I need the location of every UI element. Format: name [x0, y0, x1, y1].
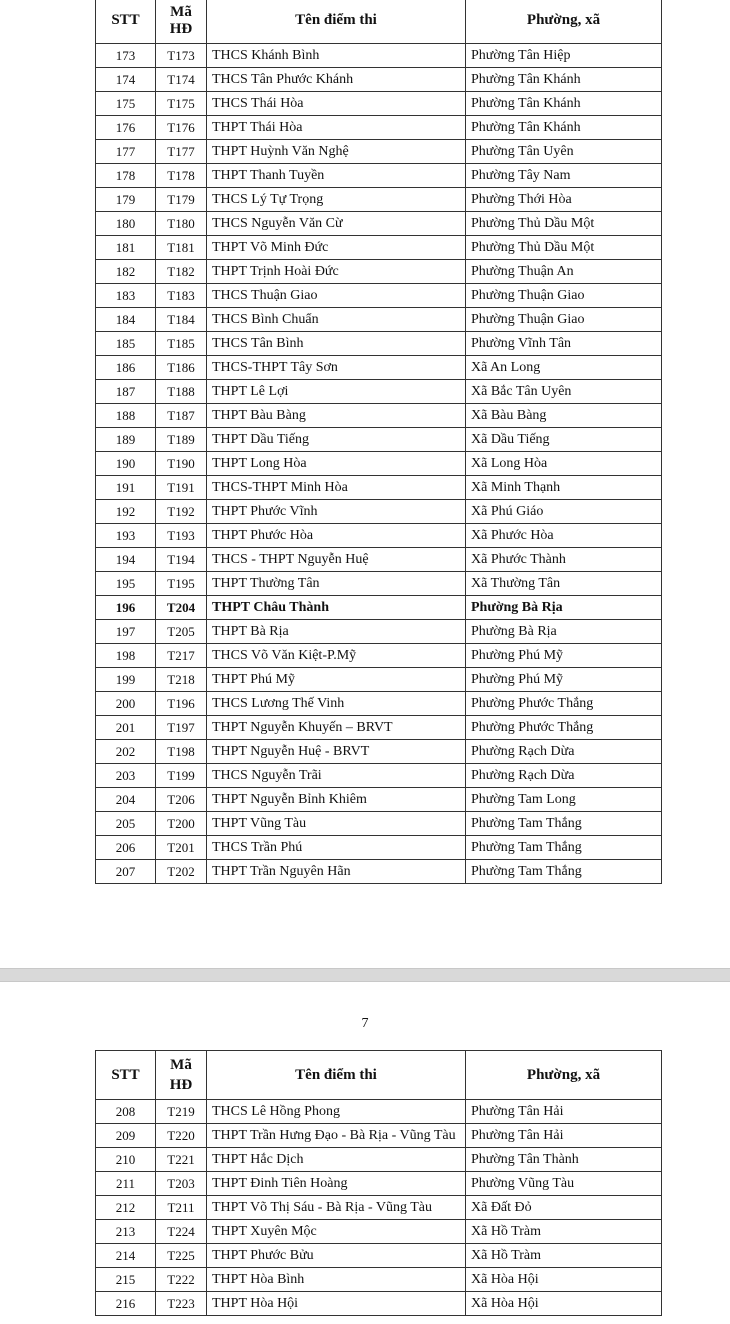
cell-stt: 198 [96, 644, 156, 668]
cell-ten-diem-thi: THPT Nguyễn Huệ - BRVT [207, 740, 466, 764]
cell-ten-diem-thi: THCS Thái Hòa [207, 92, 466, 116]
table-row [96, 92, 662, 116]
cell-ten-diem-thi: THCS Lương Thế Vinh [207, 692, 466, 716]
cell-ma-hd: T201 [156, 836, 207, 860]
cell-phuong-xa: Xã Hồ Tràm [466, 1220, 662, 1244]
cell-stt: 196 [96, 596, 156, 620]
cell-phuong-xa: Phường Tân Hải [466, 1124, 662, 1148]
cell-stt: 202 [96, 740, 156, 764]
cell-ten-diem-thi: THPT Võ Thị Sáu - Bà Rịa - Vũng Tàu [207, 1196, 466, 1220]
cell-stt: 204 [96, 788, 156, 812]
table-row [96, 764, 662, 788]
table-row [96, 596, 662, 620]
header-ma-hd-line1: Mã [170, 4, 192, 20]
table-row [96, 572, 662, 596]
cell-ma-hd: T219 [156, 1100, 207, 1124]
cell-stt: 190 [96, 452, 156, 476]
cell-stt: 173 [96, 44, 156, 68]
cell-phuong-xa: Phường Vũng Tàu [466, 1172, 662, 1196]
cell-ten-diem-thi: THPT Hòa Bình [207, 1268, 466, 1292]
cell-ma-hd: T197 [156, 716, 207, 740]
table-row [96, 668, 662, 692]
cell-ten-diem-thi: THPT Bàu Bàng [207, 404, 466, 428]
cell-ma-hd: T174 [156, 68, 207, 92]
cell-ma-hd: T180 [156, 212, 207, 236]
cell-phuong-xa: Phường Tam Thắng [466, 812, 662, 836]
table-row [96, 860, 662, 884]
cell-ma-hd: T218 [156, 668, 207, 692]
cell-ten-diem-thi: THPT Vũng Tàu [207, 812, 466, 836]
cell-ten-diem-thi: THCS-THPT Minh Hòa [207, 476, 466, 500]
header-ten-diem-thi: Tên điểm thi [207, 1051, 466, 1100]
cell-ma-hd: T224 [156, 1220, 207, 1244]
cell-ten-diem-thi: THPT Trần Hưng Đạo - Bà Rịa - Vũng Tàu [207, 1124, 466, 1148]
page-number: 7 [361, 1016, 369, 1031]
cell-phuong-xa: Phường Thủ Dầu Một [466, 212, 662, 236]
cell-ten-diem-thi: THCS - THPT Nguyễn Huệ [207, 548, 466, 572]
cell-phuong-xa: Phường Tam Thắng [466, 860, 662, 884]
table-row [96, 116, 662, 140]
cell-phuong-xa: Phường Thuận Giao [466, 308, 662, 332]
table-row [96, 1172, 662, 1196]
cell-phuong-xa: Phường Phước Thắng [466, 692, 662, 716]
table-row [96, 500, 662, 524]
cell-phuong-xa: Phường Tam Thắng [466, 836, 662, 860]
header-ten-diem-thi: Tên điểm thi [207, 0, 466, 44]
table-row [96, 404, 662, 428]
cell-ten-diem-thi: THCS Lý Tự Trọng [207, 188, 466, 212]
cell-ma-hd: T182 [156, 260, 207, 284]
table-row [96, 1148, 662, 1172]
cell-ma-hd: T179 [156, 188, 207, 212]
page-separator [0, 968, 730, 982]
table-row [96, 716, 662, 740]
cell-ten-diem-thi: THPT Thái Hòa [207, 116, 466, 140]
exam-sites-table-bottom [95, 1050, 662, 1316]
cell-ma-hd: T221 [156, 1148, 207, 1172]
cell-ma-hd: T195 [156, 572, 207, 596]
table-header-row [96, 0, 662, 44]
cell-ma-hd: T181 [156, 236, 207, 260]
header-ma-hd-line2: HĐ [169, 21, 193, 37]
cell-stt: 210 [96, 1148, 156, 1172]
cell-phuong-xa: Xã An Long [466, 356, 662, 380]
cell-ten-diem-thi: THPT Phước Vĩnh [207, 500, 466, 524]
cell-phuong-xa: Phường Tam Long [466, 788, 662, 812]
cell-stt: 209 [96, 1124, 156, 1148]
cell-phuong-xa: Phường Tân Khánh [466, 116, 662, 140]
cell-ma-hd: T175 [156, 92, 207, 116]
exam-sites-table-top [95, 0, 662, 884]
cell-stt: 195 [96, 572, 156, 596]
table-row [96, 260, 662, 284]
header-ma-hd [156, 0, 207, 44]
cell-stt: 182 [96, 260, 156, 284]
cell-stt: 177 [96, 140, 156, 164]
cell-stt: 211 [96, 1172, 156, 1196]
cell-ma-hd: T191 [156, 476, 207, 500]
cell-phuong-xa: Phường Tân Hải [466, 1100, 662, 1124]
table-row [96, 1292, 662, 1316]
cell-ma-hd: T211 [156, 1196, 207, 1220]
cell-ma-hd: T225 [156, 1244, 207, 1268]
cell-ma-hd: T223 [156, 1292, 207, 1316]
cell-ma-hd: T183 [156, 284, 207, 308]
cell-ten-diem-thi: THPT Phú Mỹ [207, 668, 466, 692]
cell-stt: 197 [96, 620, 156, 644]
cell-phuong-xa: Xã Phú Giáo [466, 500, 662, 524]
table-row [96, 644, 662, 668]
cell-stt: 188 [96, 404, 156, 428]
cell-phuong-xa: Phường Thuận Giao [466, 284, 662, 308]
cell-ten-diem-thi: THPT Nguyễn Bỉnh Khiêm [207, 788, 466, 812]
cell-ma-hd: T202 [156, 860, 207, 884]
table-header-row [96, 1051, 662, 1100]
cell-stt: 216 [96, 1292, 156, 1316]
cell-ma-hd: T192 [156, 500, 207, 524]
cell-ten-diem-thi: THPT Lê Lợi [207, 380, 466, 404]
cell-ten-diem-thi: THCS Bình Chuẩn [207, 308, 466, 332]
cell-ten-diem-thi: THPT Xuyên Mộc [207, 1220, 466, 1244]
cell-phuong-xa: Xã Đất Đỏ [466, 1196, 662, 1220]
cell-phuong-xa: Xã Bàu Bàng [466, 404, 662, 428]
cell-ma-hd: T187 [156, 404, 207, 428]
cell-phuong-xa: Xã Dầu Tiếng [466, 428, 662, 452]
cell-phuong-xa: Phường Phú Mỹ [466, 668, 662, 692]
cell-stt: 179 [96, 188, 156, 212]
cell-ma-hd: T173 [156, 44, 207, 68]
cell-stt: 192 [96, 500, 156, 524]
cell-stt: 215 [96, 1268, 156, 1292]
cell-stt: 185 [96, 332, 156, 356]
cell-ten-diem-thi: THCS Nguyễn Trãi [207, 764, 466, 788]
cell-stt: 181 [96, 236, 156, 260]
cell-ten-diem-thi: THPT Võ Minh Đức [207, 236, 466, 260]
cell-stt: 212 [96, 1196, 156, 1220]
cell-ten-diem-thi: THPT Huỳnh Văn Nghệ [207, 140, 466, 164]
cell-phuong-xa: Phường Tân Thành [466, 1148, 662, 1172]
cell-stt: 189 [96, 428, 156, 452]
cell-ma-hd: T193 [156, 524, 207, 548]
cell-ten-diem-thi: THPT Phước Hòa [207, 524, 466, 548]
cell-ten-diem-thi: THCS Lê Hồng Phong [207, 1100, 466, 1124]
cell-ten-diem-thi: THPT Thanh Tuyền [207, 164, 466, 188]
table-row [96, 1196, 662, 1220]
table-row [96, 284, 662, 308]
table-row [96, 356, 662, 380]
cell-stt: 174 [96, 68, 156, 92]
cell-phuong-xa: Phường Rạch Dừa [466, 740, 662, 764]
cell-stt: 206 [96, 836, 156, 860]
table-row [96, 1268, 662, 1292]
cell-stt: 214 [96, 1244, 156, 1268]
cell-phuong-xa: Xã Phước Thành [466, 548, 662, 572]
cell-phuong-xa: Phường Thới Hòa [466, 188, 662, 212]
table-row [96, 212, 662, 236]
cell-stt: 203 [96, 764, 156, 788]
cell-ma-hd: T217 [156, 644, 207, 668]
cell-ten-diem-thi: THPT Trịnh Hoài Đức [207, 260, 466, 284]
cell-stt: 194 [96, 548, 156, 572]
cell-ten-diem-thi: THPT Dầu Tiếng [207, 428, 466, 452]
table-row [96, 1124, 662, 1148]
cell-phuong-xa: Phường Tân Khánh [466, 92, 662, 116]
cell-phuong-xa: Xã Hòa Hội [466, 1268, 662, 1292]
cell-phuong-xa: Phường Rạch Dừa [466, 764, 662, 788]
cell-phuong-xa: Xã Long Hòa [466, 452, 662, 476]
table-row [96, 1100, 662, 1124]
cell-phuong-xa: Xã Minh Thạnh [466, 476, 662, 500]
table-row [96, 140, 662, 164]
cell-ma-hd: T176 [156, 116, 207, 140]
table-row [96, 68, 662, 92]
table-row [96, 332, 662, 356]
cell-ten-diem-thi: THPT Đinh Tiên Hoàng [207, 1172, 466, 1196]
cell-ten-diem-thi: THPT Hắc Dịch [207, 1148, 466, 1172]
cell-ten-diem-thi: THPT Bà Rịa [207, 620, 466, 644]
cell-phuong-xa: Phường Thủ Dầu Một [466, 236, 662, 260]
cell-stt: 208 [96, 1100, 156, 1124]
table-row [96, 452, 662, 476]
cell-phuong-xa: Phường Bà Rịa [466, 596, 662, 620]
table-row [96, 548, 662, 572]
table-row [96, 692, 662, 716]
cell-ten-diem-thi: THPT Trần Nguyên Hãn [207, 860, 466, 884]
cell-ten-diem-thi: THPT Thường Tân [207, 572, 466, 596]
header-phuong-xa: Phường, xã [466, 0, 662, 44]
cell-ten-diem-thi: THPT Hòa Hội [207, 1292, 466, 1316]
cell-ma-hd: T198 [156, 740, 207, 764]
cell-stt: 193 [96, 524, 156, 548]
table-row [96, 44, 662, 68]
cell-phuong-xa: Phường Phú Mỹ [466, 644, 662, 668]
cell-ten-diem-thi: THPT Nguyễn Khuyến – BRVT [207, 716, 466, 740]
cell-ma-hd: T200 [156, 812, 207, 836]
cell-stt: 175 [96, 92, 156, 116]
cell-ma-hd: T199 [156, 764, 207, 788]
cell-ma-hd: T178 [156, 164, 207, 188]
table-row [96, 236, 662, 260]
cell-phuong-xa: Xã Bắc Tân Uyên [466, 380, 662, 404]
cell-phuong-xa: Phường Tân Hiệp [466, 44, 662, 68]
cell-stt: 201 [96, 716, 156, 740]
cell-phuong-xa: Xã Hồ Tràm [466, 1244, 662, 1268]
cell-stt: 205 [96, 812, 156, 836]
table-row [96, 164, 662, 188]
cell-ma-hd: T203 [156, 1172, 207, 1196]
cell-ten-diem-thi: THCS Võ Văn Kiệt-P.Mỹ [207, 644, 466, 668]
cell-phuong-xa: Phường Tây Nam [466, 164, 662, 188]
cell-ten-diem-thi: THCS Thuận Giao [207, 284, 466, 308]
table-row [96, 620, 662, 644]
cell-ma-hd: T185 [156, 332, 207, 356]
cell-phuong-xa: Phường Tân Khánh [466, 68, 662, 92]
table-row [96, 308, 662, 332]
cell-ten-diem-thi: THCS Tân Phước Khánh [207, 68, 466, 92]
cell-ma-hd: T222 [156, 1268, 207, 1292]
table-row [96, 188, 662, 212]
table-row [96, 1244, 662, 1268]
table-row [96, 836, 662, 860]
table-row [96, 428, 662, 452]
table-row [96, 740, 662, 764]
header-ma-hd-line2: HĐ [169, 1077, 193, 1093]
cell-stt: 199 [96, 668, 156, 692]
cell-ten-diem-thi: THPT Phước Bửu [207, 1244, 466, 1268]
cell-ten-diem-thi: THCS Nguyễn Văn Cừ [207, 212, 466, 236]
cell-ten-diem-thi: THCS-THPT Tây Sơn [207, 356, 466, 380]
cell-stt: 178 [96, 164, 156, 188]
cell-phuong-xa: Phường Bà Rịa [466, 620, 662, 644]
cell-stt: 213 [96, 1220, 156, 1244]
cell-phuong-xa: Phường Phước Thắng [466, 716, 662, 740]
header-stt: STT [96, 0, 156, 44]
cell-phuong-xa: Phường Vĩnh Tân [466, 332, 662, 356]
cell-ma-hd: T220 [156, 1124, 207, 1148]
cell-stt: 200 [96, 692, 156, 716]
header-stt: STT [96, 1051, 156, 1100]
cell-ten-diem-thi: THCS Trần Phú [207, 836, 466, 860]
cell-ma-hd: T189 [156, 428, 207, 452]
cell-ma-hd: T194 [156, 548, 207, 572]
cell-stt: 186 [96, 356, 156, 380]
table-row [96, 476, 662, 500]
cell-stt: 176 [96, 116, 156, 140]
cell-phuong-xa: Xã Hòa Hội [466, 1292, 662, 1316]
header-ma-hd-line1: Mã [170, 1057, 192, 1073]
cell-ma-hd: T184 [156, 308, 207, 332]
table-row [96, 1220, 662, 1244]
table-body-top [96, 44, 662, 884]
cell-ma-hd: T188 [156, 380, 207, 404]
cell-phuong-xa: Xã Thường Tân [466, 572, 662, 596]
cell-ma-hd: T190 [156, 452, 207, 476]
cell-ma-hd: T206 [156, 788, 207, 812]
table-body-bottom [96, 1100, 662, 1316]
cell-stt: 184 [96, 308, 156, 332]
cell-ten-diem-thi: THCS Khánh Bình [207, 44, 466, 68]
cell-stt: 180 [96, 212, 156, 236]
table-row [96, 788, 662, 812]
cell-ten-diem-thi: THPT Long Hòa [207, 452, 466, 476]
cell-stt: 187 [96, 380, 156, 404]
table-row [96, 524, 662, 548]
cell-ma-hd: T204 [156, 596, 207, 620]
cell-stt: 207 [96, 860, 156, 884]
header-ma-hd [156, 1051, 207, 1100]
cell-ma-hd: T177 [156, 140, 207, 164]
cell-phuong-xa: Phường Thuận An [466, 260, 662, 284]
cell-ten-diem-thi: THPT Châu Thành [207, 596, 466, 620]
cell-ten-diem-thi: THCS Tân Bình [207, 332, 466, 356]
cell-stt: 183 [96, 284, 156, 308]
table-row [96, 380, 662, 404]
cell-ma-hd: T196 [156, 692, 207, 716]
cell-ma-hd: T186 [156, 356, 207, 380]
header-phuong-xa: Phường, xã [466, 1051, 662, 1100]
cell-phuong-xa: Xã Phước Hòa [466, 524, 662, 548]
cell-ma-hd: T205 [156, 620, 207, 644]
cell-stt: 191 [96, 476, 156, 500]
table-row [96, 812, 662, 836]
cell-phuong-xa: Phường Tân Uyên [466, 140, 662, 164]
